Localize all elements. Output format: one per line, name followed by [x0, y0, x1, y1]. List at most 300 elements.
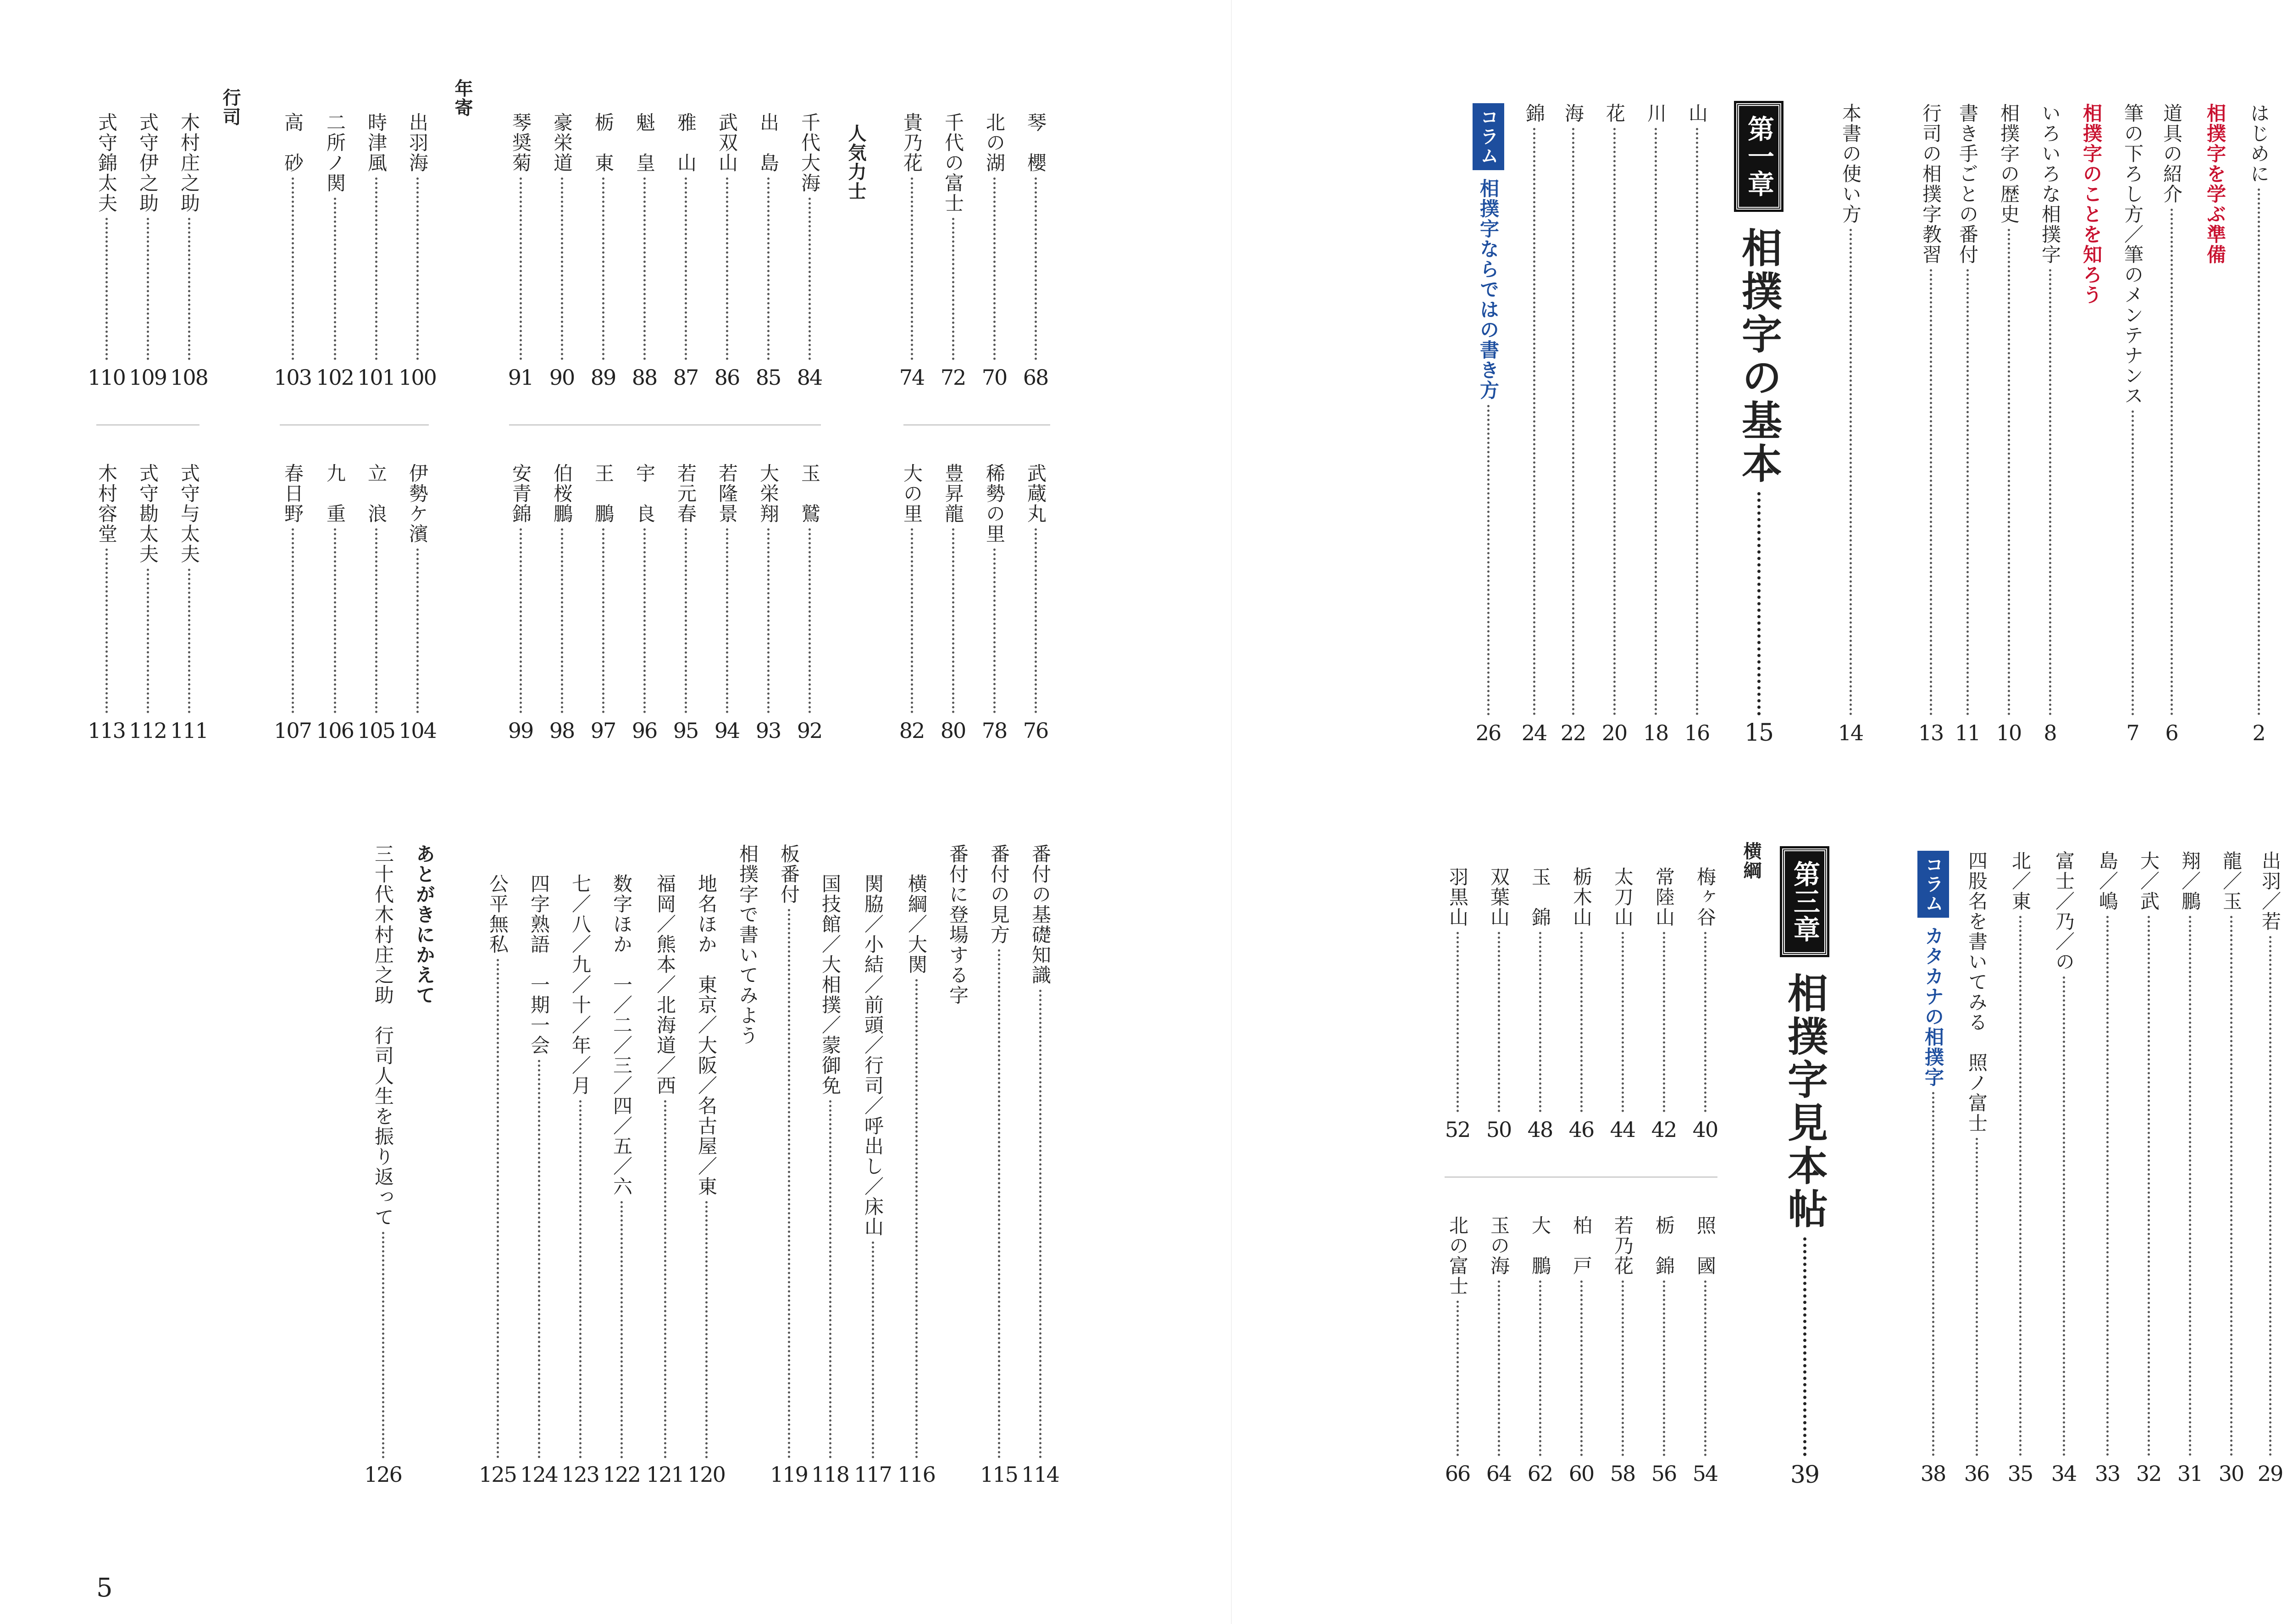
toc-page-number: 111: [170, 718, 208, 743]
toc-entry[interactable]: [354, 112, 398, 360]
toc-entry[interactable]: [2248, 851, 2292, 1456]
toc-entry[interactable]: [787, 112, 831, 360]
section-separator: [1445, 1176, 1717, 1178]
toc-entry[interactable]: [498, 463, 543, 713]
toc-entry[interactable]: [2085, 851, 2129, 1456]
leader-dots: [1850, 229, 1852, 715]
toc-page-number: 121: [646, 1462, 684, 1487]
toc-entry[interactable]: [1998, 851, 2042, 1456]
toc-entry[interactable]: [395, 463, 439, 713]
toc-page-number: 99: [508, 718, 533, 743]
toc-entry-label: 雅 山: [675, 112, 697, 173]
toc-entry[interactable]: [1592, 103, 1636, 715]
toc-entry[interactable]: [84, 112, 128, 360]
toc-page-number: 70: [981, 365, 1007, 390]
toc-entry-label: 相撲字の歴史: [1998, 103, 2020, 224]
toc-entry[interactable]: [2149, 103, 2193, 715]
toc-page-number: 122: [603, 1462, 640, 1487]
toc-page-number: 101: [357, 365, 395, 390]
toc-entry-label: 大 鵬: [1529, 1215, 1551, 1276]
toc-entry-label: 大の里: [901, 463, 923, 524]
leader-dots: [1663, 1280, 1665, 1456]
toc-entry[interactable]: [705, 112, 749, 360]
toc-entry[interactable]: [1642, 867, 1686, 1112]
leader-dots: [1966, 269, 1969, 715]
leader-dots: [705, 1201, 708, 1458]
column-entry[interactable]: [1466, 103, 1510, 715]
toc-entry[interactable]: [1601, 867, 1645, 1112]
leader-dots: [2189, 916, 2191, 1456]
leader-dots: [2132, 410, 2134, 715]
toc-page-number: 64: [1486, 1461, 1512, 1486]
toc-entry[interactable]: [271, 112, 315, 360]
toc-entry[interactable]: [126, 463, 170, 713]
toc-page-number: 78: [981, 718, 1007, 743]
toc-page-number: 113: [88, 718, 125, 743]
toc-entry-label: 照 國: [1694, 1215, 1717, 1276]
toc-entry-label: 海: [1562, 103, 1584, 123]
leader-dots: [1696, 128, 1698, 715]
toc-entry[interactable]: [1014, 112, 1058, 360]
toc-entry[interactable]: [1683, 1215, 1727, 1456]
toc-entry[interactable]: [1559, 1215, 1603, 1456]
leader-dots: [1035, 177, 1037, 360]
toc-entry[interactable]: [890, 463, 934, 713]
toc-entry[interactable]: [894, 874, 938, 1458]
leader-dots: [998, 949, 1000, 1458]
toc-entry-label: 高 砂: [282, 112, 304, 173]
toc-entry[interactable]: [1014, 463, 1058, 713]
leader-dots: [1932, 1092, 1934, 1456]
toc-entry-label: 栃木山: [1570, 867, 1593, 927]
toc-entry[interactable]: [664, 112, 708, 360]
toc-page-number: 88: [631, 365, 657, 390]
toc-page-number: 8: [2044, 721, 2056, 745]
leader-dots: [188, 569, 190, 713]
group-heading-gyoji: 行司: [220, 88, 241, 127]
toc-page-number: 32: [2136, 1461, 2161, 1486]
toc-entry[interactable]: [1828, 103, 1872, 715]
leader-dots: [382, 1232, 384, 1458]
toc-page-number: 96: [631, 718, 657, 743]
toc-entry-label: 番付の見方: [988, 844, 1010, 945]
toc-entry[interactable]: [2127, 851, 2171, 1456]
toc-page-number: 106: [316, 718, 354, 743]
toc-page-number: 102: [316, 365, 354, 390]
toc-entry[interactable]: [84, 463, 128, 713]
toc-entry[interactable]: [2193, 103, 2237, 715]
toc-entry-label: 王 鵬: [592, 463, 615, 524]
toc-entry[interactable]: [705, 463, 749, 713]
leader-dots: [2258, 188, 2260, 715]
leader-dots: [602, 528, 604, 713]
toc-entry-label: 北／東: [2009, 851, 2032, 911]
chapter-heading[interactable]: [1772, 848, 1837, 1456]
page-gutter: [1231, 0, 1232, 1624]
toc-entry[interactable]: [1601, 1215, 1645, 1456]
leader-dots: [1457, 1301, 1459, 1456]
toc-entry-label: 七／八／九／十／年／月: [569, 874, 592, 1096]
toc-entry[interactable]: [622, 463, 666, 713]
leader-dots: [643, 177, 646, 360]
toc-entry-label: 龍／玉: [2220, 851, 2243, 911]
toc-entry[interactable]: [1477, 1215, 1521, 1456]
toc-page-number: 84: [797, 365, 822, 390]
leader-dots: [1663, 932, 1665, 1112]
toc-page-number: 52: [1445, 1117, 1470, 1142]
toc-entry[interactable]: [354, 463, 398, 713]
toc-entry-label: 北の富士: [1446, 1215, 1469, 1296]
toc-entry-label: 式守錦太夫: [95, 112, 118, 213]
toc-page-number: 94: [714, 718, 740, 743]
toc-entry-label: 千代の富士: [942, 112, 964, 213]
toc-page-number: 34: [2051, 1461, 2077, 1486]
toc-entry-label: 式守与太夫: [178, 463, 200, 564]
toc-entry-label: 木村庄之助: [178, 112, 200, 213]
toc-page-number: 82: [899, 718, 925, 743]
toc-entry[interactable]: [476, 874, 520, 1458]
toc-entry[interactable]: [890, 112, 934, 360]
toc-page-number: 54: [1692, 1461, 1718, 1486]
toc-entry-label: 花: [1603, 103, 1626, 123]
toc-page-number: 120: [687, 1462, 725, 1487]
toc-page-number: 42: [1651, 1117, 1677, 1142]
leader-dots: [561, 528, 563, 713]
toc-entry[interactable]: [271, 463, 315, 713]
toc-entry[interactable]: [851, 874, 895, 1458]
toc-entry-label: 琴奨菊: [510, 112, 532, 173]
toc-entry[interactable]: [1634, 103, 1678, 715]
leader-dots: [1655, 128, 1657, 715]
toc-entry[interactable]: [931, 463, 975, 713]
toc-entry-label: 春日野: [282, 463, 304, 524]
toc-entry[interactable]: [664, 463, 708, 713]
leader-dots: [1803, 1237, 1806, 1456]
toc-entry-label: 伯桜鵬: [551, 463, 573, 524]
toc-page-number: 90: [549, 365, 575, 390]
toc-page-number: 26: [1475, 721, 1501, 745]
toc-page-number: 36: [1964, 1461, 1989, 1486]
toc-entry-label: 式守勘太夫: [137, 463, 159, 564]
toc-entry-label: 羽黒山: [1446, 867, 1469, 927]
toc-entry[interactable]: [1477, 867, 1521, 1112]
toc-page-number: 11: [1955, 721, 1980, 745]
toc-entry-label: 板番付: [778, 844, 800, 904]
toc-entry[interactable]: [1018, 844, 1062, 1458]
toc-entry-label: 宇 良: [633, 463, 656, 524]
toc-entry-label: 式守伊之助: [137, 112, 159, 213]
toc-entry[interactable]: [313, 112, 357, 360]
toc-entry[interactable]: [977, 844, 1021, 1458]
toc-entry[interactable]: [1551, 103, 1595, 715]
toc-page-number: 20: [1601, 721, 1627, 745]
leader-dots: [2063, 976, 2065, 1456]
leader-dots: [497, 959, 499, 1458]
leader-dots: [829, 1100, 831, 1458]
toc-page-number: 103: [274, 365, 311, 390]
toc-page-number: 118: [811, 1462, 849, 1487]
toc-entry[interactable]: [540, 463, 584, 713]
toc-page-number: 126: [364, 1462, 402, 1487]
toc-entry[interactable]: [1518, 1215, 1562, 1456]
toc-page-number: 50: [1486, 1117, 1512, 1142]
leader-dots: [767, 177, 770, 360]
toc-page-number: 108: [170, 365, 208, 390]
toc-entry-label: 常陸山: [1653, 867, 1675, 927]
toc-entry-label: 琴 櫻: [1025, 112, 1047, 173]
toc-page-number: 16: [1684, 721, 1710, 745]
toc-page-number: 58: [1610, 1461, 1635, 1486]
toc-entry[interactable]: [2110, 103, 2155, 715]
leader-dots: [2171, 209, 2173, 715]
toc-entry[interactable]: [2237, 103, 2281, 715]
leader-dots: [2008, 229, 2010, 715]
toc-entry[interactable]: [746, 112, 790, 360]
leader-dots: [2106, 916, 2109, 1456]
toc-entry[interactable]: [361, 844, 405, 1458]
leader-dots: [685, 528, 687, 713]
toc-entry[interactable]: [1683, 867, 1727, 1112]
toc-entry-label: 立 浪: [365, 463, 388, 524]
toc-entry-label: 伊勢ケ濱: [406, 463, 429, 544]
toc-page-number: 68: [1023, 365, 1048, 390]
toc-entry-label: 武蔵丸: [1025, 463, 1047, 524]
toc-entry-label: 番付に登場する字: [947, 844, 969, 1005]
toc-entry-label: 双葉山: [1488, 867, 1510, 927]
leader-dots: [643, 528, 646, 713]
leader-dots: [105, 549, 108, 713]
toc-page-number: 22: [1560, 721, 1586, 745]
toc-entry[interactable]: [1435, 867, 1479, 1112]
toc-entry[interactable]: [558, 874, 602, 1458]
leader-dots: [2148, 916, 2150, 1456]
toc-entry[interactable]: [808, 874, 852, 1458]
toc-entry[interactable]: [643, 874, 687, 1458]
leader-dots: [1539, 932, 1541, 1112]
leader-dots: [993, 177, 996, 360]
toc-entry[interactable]: [1909, 103, 1953, 715]
toc-page-number: 35: [2007, 1461, 2033, 1486]
leader-dots: [664, 1100, 666, 1458]
toc-entry-label: 貴乃花: [901, 112, 923, 173]
toc-entry[interactable]: [126, 112, 170, 360]
toc-entry[interactable]: [1512, 103, 1556, 715]
chapter-heading[interactable]: [1727, 103, 1791, 715]
toc-entry[interactable]: [1435, 1215, 1479, 1456]
toc-entry-label: 栃 東: [592, 112, 615, 173]
chapter-page-number: 39: [1790, 1461, 1819, 1489]
toc-entry-label: 豪栄道: [551, 112, 573, 173]
group-heading-toshiyori: 年寄: [452, 79, 473, 117]
leader-dots: [1613, 128, 1616, 715]
toc-page-number: 114: [1021, 1462, 1059, 1487]
toc-entry-label: 豊昇龍: [942, 463, 964, 524]
toc-page-number: 74: [899, 365, 925, 390]
toc-page-number: 33: [2094, 1461, 2120, 1486]
toc-page-number: 76: [1023, 718, 1048, 743]
toc-entry-label: 相撲字を学ぶ準備: [2204, 103, 2227, 265]
leader-dots: [1498, 1280, 1500, 1456]
toc-page-number: 107: [274, 718, 311, 743]
toc-entry-label: 出 島: [757, 112, 780, 173]
leader-dots: [416, 177, 419, 360]
toc-page-number: 66: [1445, 1461, 1470, 1486]
leader-dots: [1533, 128, 1535, 715]
toc-entry[interactable]: [1675, 103, 1719, 715]
leader-dots: [1976, 1138, 1978, 1456]
toc-entry[interactable]: [972, 463, 1016, 713]
toc-entry-label: 国技館／大相撲／蒙御免: [819, 874, 842, 1096]
toc-entry-label: はじめに: [2248, 103, 2270, 184]
leader-dots: [685, 177, 687, 360]
toc-entry[interactable]: [1987, 103, 2031, 715]
toc-page-number: 124: [520, 1462, 558, 1487]
leader-dots: [952, 528, 954, 713]
toc-entry[interactable]: [972, 112, 1016, 360]
toc-page-number: 119: [770, 1462, 808, 1487]
toc-page-number: 29: [2257, 1461, 2283, 1486]
chapter-title: 相撲字の基本: [1735, 227, 1783, 486]
leader-dots: [1457, 932, 1459, 1112]
toc-entry[interactable]: [402, 844, 446, 1458]
leader-dots: [1622, 932, 1624, 1112]
toc-entry[interactable]: [517, 874, 561, 1458]
toc-entry-label: 筆の下ろし方／筆のメンテナンス: [2121, 103, 2144, 406]
toc-entry-label: 数字ほか 一／二／三／四／五／六: [610, 874, 633, 1197]
column-tag: コラム: [1917, 851, 1949, 918]
toc-entry-label: 富士／乃／の: [2053, 851, 2075, 972]
toc-entry-label: 三十代木村庄之助 行司人生を振り返って: [372, 844, 394, 1227]
toc-entry[interactable]: [1559, 867, 1603, 1112]
toc-entry-label: 玉 鷲: [798, 463, 821, 524]
toc-entry[interactable]: [787, 463, 831, 713]
toc-entry-label: 四股名を書いてみる 照ノ富士: [1966, 851, 1988, 1133]
leader-dots: [292, 177, 294, 360]
toc-page-number: 112: [129, 718, 166, 743]
leader-dots: [1539, 1280, 1541, 1456]
toc-page-number: 95: [673, 718, 698, 743]
chapter-badge: 第一章: [1736, 103, 1781, 210]
toc-entry[interactable]: [936, 844, 980, 1458]
toc-entry[interactable]: [599, 874, 643, 1458]
section-separator: [96, 424, 199, 426]
leader-dots: [334, 528, 336, 713]
toc-entry-label: いろいろな相撲字: [2039, 103, 2061, 265]
toc-page-number: 6: [2165, 721, 2178, 745]
toc-entry[interactable]: [1642, 1215, 1686, 1456]
toc-entry-label: 稀勢の里: [983, 463, 1006, 544]
toc-entry[interactable]: [167, 463, 211, 713]
leader-dots: [375, 528, 377, 713]
leader-dots: [520, 528, 522, 713]
toc-entry[interactable]: [746, 463, 790, 713]
toc-page-number: 7: [2126, 721, 2139, 745]
toc-page-number: 14: [1838, 721, 1863, 745]
toc-entry[interactable]: [684, 874, 728, 1458]
toc-entry-label: 太刀山: [1612, 867, 1634, 927]
toc-entry-label: 島／嶋: [2096, 851, 2119, 911]
toc-page-number: 72: [940, 365, 966, 390]
toc-page-number: 97: [590, 718, 616, 743]
toc-entry[interactable]: [2168, 851, 2212, 1456]
column-entry[interactable]: [1911, 851, 1955, 1456]
toc-entry[interactable]: [2042, 851, 2086, 1456]
toc-entry-label: 関脇／小結／前頭／行司／呼出し／床山: [862, 874, 884, 1237]
toc-entry-label: 木村容堂: [95, 463, 118, 544]
toc-page-number: 30: [2218, 1461, 2244, 1486]
toc-entry-label: 若隆景: [716, 463, 738, 524]
toc-entry[interactable]: [581, 463, 625, 713]
toc-entry-label: 福岡／熊本／北海道／西: [654, 874, 676, 1096]
toc-entry-label: 錦: [1523, 103, 1545, 123]
toc-entry[interactable]: [2028, 103, 2072, 715]
toc-entry[interactable]: [2209, 851, 2253, 1456]
toc-entry-label: 玉 錦: [1529, 867, 1551, 927]
toc-entry[interactable]: [581, 112, 625, 360]
toc-entry-label: 玉の海: [1488, 1215, 1510, 1276]
toc-entry[interactable]: [1955, 851, 1999, 1456]
toc-page-number: 86: [714, 365, 740, 390]
leader-dots: [911, 528, 913, 713]
leader-dots: [1704, 1280, 1706, 1456]
toc-entry-label: 本書の使い方: [1839, 103, 1862, 224]
group-heading-yokozuna: 横綱: [1740, 842, 1761, 880]
toc-entry[interactable]: [498, 112, 543, 360]
leader-dots: [1757, 492, 1761, 715]
leader-dots: [872, 1242, 874, 1458]
toc-page-number: 104: [399, 718, 436, 743]
toc-page-number: 18: [1643, 721, 1668, 745]
leader-dots: [1580, 1280, 1583, 1456]
toc-entry[interactable]: [395, 112, 439, 360]
toc-entry-label: 若元春: [675, 463, 697, 524]
toc-entry[interactable]: [540, 112, 584, 360]
toc-page-number: 48: [1527, 1117, 1553, 1142]
toc-page-number: 31: [2177, 1461, 2203, 1486]
toc-page-number: 105: [357, 718, 395, 743]
toc-page-number: 117: [854, 1462, 892, 1487]
leader-dots: [993, 549, 996, 713]
toc-entry[interactable]: [931, 112, 975, 360]
toc-entry[interactable]: [167, 112, 211, 360]
toc-entry-label: 翔／鵬: [2179, 851, 2201, 911]
toc-entry[interactable]: [622, 112, 666, 360]
leader-dots: [147, 569, 149, 713]
leader-dots: [520, 177, 522, 360]
toc-entry[interactable]: [2069, 103, 2113, 715]
toc-entry-label: 公平無私: [487, 874, 509, 954]
toc-entry[interactable]: [1518, 867, 1562, 1112]
toc-entry-label: 梅ヶ谷: [1694, 867, 1717, 927]
toc-entry-label: 大栄翔: [757, 463, 780, 524]
leader-dots: [1487, 405, 1490, 715]
toc-entry[interactable]: [726, 844, 770, 1458]
leader-dots: [375, 177, 377, 360]
toc-entry[interactable]: [313, 463, 357, 713]
chapter-page-number: 15: [1744, 719, 1773, 747]
toc-page-number: 44: [1610, 1117, 1635, 1142]
leader-dots: [1572, 128, 1574, 715]
toc-entry-label: 書き手ごとの番付: [1956, 103, 1979, 265]
toc-entry-label: 柏 戸: [1570, 1215, 1593, 1276]
leader-dots: [334, 198, 336, 360]
toc-entry-label: 相撲字のことを知ろう: [2080, 103, 2103, 305]
toc-entry[interactable]: [767, 844, 811, 1458]
toc-page-number: 123: [561, 1462, 599, 1487]
section-separator: [903, 424, 1050, 426]
toc-page-number: 13: [1918, 721, 1944, 745]
leader-dots: [767, 528, 770, 713]
